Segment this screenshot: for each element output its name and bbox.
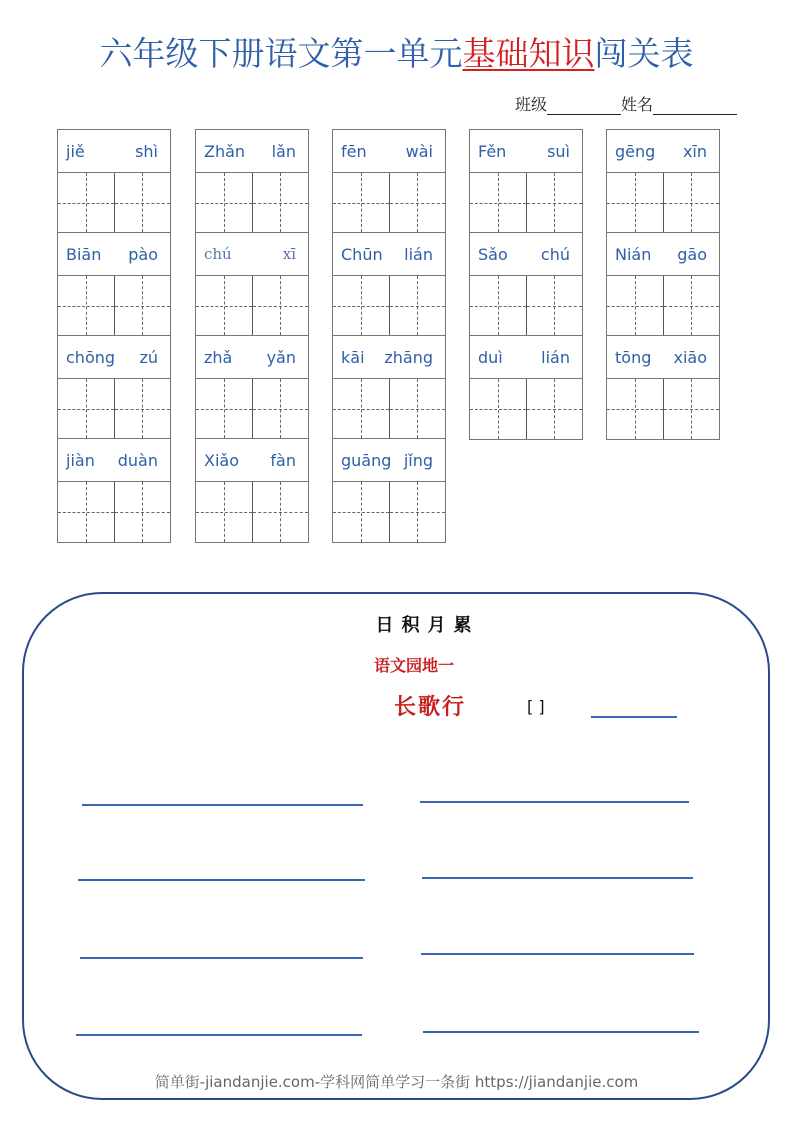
pinyin-card: [332, 129, 446, 543]
pinyin-1: jiàn: [66, 450, 95, 470]
student-info: [515, 92, 737, 115]
pinyin-1: fēn: [341, 141, 367, 161]
title-highlight: 基础知识: [462, 34, 595, 73]
writing-grid[interactable]: [58, 379, 170, 439]
section-subtitle: 语文园地一: [374, 656, 455, 675]
author-answer-line[interactable]: [591, 716, 677, 718]
pinyin-1: kāi: [341, 347, 365, 367]
pinyin-2: lián: [541, 347, 570, 367]
answer-line-3[interactable]: [78, 879, 365, 881]
writing-grid[interactable]: [196, 379, 308, 439]
pinyin-2: fàn: [270, 450, 296, 470]
pinyin-2: xiāo: [673, 347, 707, 367]
pinyin-1: Chūn: [341, 244, 383, 264]
answer-line-2[interactable]: [420, 801, 689, 803]
pinyin-2: xīn: [682, 141, 707, 161]
pinyin-2: wài: [405, 141, 433, 161]
writing-grid[interactable]: [333, 173, 445, 233]
page-title: [0, 28, 793, 75]
writing-grid[interactable]: [58, 482, 170, 542]
writing-grid[interactable]: [58, 173, 170, 233]
writing-grid[interactable]: [333, 276, 445, 336]
pinyin-1: jiě: [66, 141, 85, 161]
writing-grid[interactable]: [58, 276, 170, 336]
pinyin-2: yǎn: [266, 347, 296, 367]
pinyin-1: zhǎ: [204, 347, 233, 367]
answer-line-6[interactable]: [421, 953, 694, 955]
class-label: 班级: [515, 95, 548, 114]
pinyin-2: lián: [404, 244, 433, 264]
writing-grid[interactable]: [607, 276, 719, 336]
pinyin-2: suì: [547, 141, 570, 161]
writing-grid[interactable]: [607, 173, 719, 233]
name-label: 姓名: [621, 95, 654, 114]
writing-grid[interactable]: [333, 379, 445, 439]
poem-title: 长歌行: [394, 694, 467, 720]
pinyin-2: lǎn: [271, 141, 296, 161]
answer-line-4[interactable]: [422, 877, 693, 879]
pinyin-1: Sǎo: [478, 244, 508, 264]
writing-grid[interactable]: [333, 482, 445, 542]
pinyin-card: [57, 129, 171, 543]
pinyin-2: zú: [139, 347, 158, 367]
pinyin-card: [195, 129, 309, 543]
pinyin-1: guāng: [341, 450, 392, 470]
pinyin-2: shì: [135, 141, 158, 161]
pinyin-2: zhāng: [384, 347, 433, 367]
answer-line-5[interactable]: [80, 957, 363, 959]
pinyin-2: pào: [128, 244, 158, 264]
pinyin-2: jǐng: [403, 450, 433, 470]
pinyin-2: duàn: [117, 450, 158, 470]
pinyin-1: Fěn: [478, 141, 507, 161]
answer-line-1[interactable]: [82, 804, 363, 806]
writing-grid[interactable]: [470, 379, 582, 439]
pinyin-1: Zhǎn: [204, 141, 246, 161]
pinyin-1: gēng: [615, 141, 656, 161]
pinyin-2: chú: [540, 244, 570, 264]
pinyin-1: duì: [478, 347, 503, 367]
pinyin-2: gāo: [677, 244, 707, 264]
pinyin-1: tōng: [615, 347, 652, 367]
dynasty-brackets[interactable]: [ ]: [527, 697, 545, 716]
pinyin-1: chōng: [66, 347, 116, 367]
name-field[interactable]: [653, 98, 737, 115]
pinyin-card: [469, 129, 583, 440]
answer-line-8[interactable]: [423, 1031, 699, 1033]
writing-grid[interactable]: [470, 276, 582, 336]
title-suffix: 闯关表: [594, 34, 694, 73]
writing-grid[interactable]: [470, 173, 582, 233]
pinyin-1: chú: [204, 245, 232, 263]
writing-grid[interactable]: [196, 482, 308, 542]
writing-grid[interactable]: [196, 276, 308, 336]
section-title: 日积月累: [375, 615, 480, 636]
class-field[interactable]: [547, 98, 621, 115]
writing-grid[interactable]: [607, 379, 719, 439]
pinyin-2: xī: [282, 245, 296, 263]
title-prefix: 六年级下册语文第一单元: [99, 34, 463, 73]
answer-line-7[interactable]: [76, 1034, 362, 1036]
writing-grid[interactable]: [196, 173, 308, 233]
pinyin-1: Xiǎo: [204, 450, 239, 470]
watermark: 简单街-jiandanjie.com-学科网简单学习一条街 https://jiandanjie.com: [154, 1073, 639, 1091]
pinyin-1: Nián: [615, 244, 652, 264]
pinyin-card: [606, 129, 720, 440]
pinyin-1: Biān: [66, 244, 102, 264]
